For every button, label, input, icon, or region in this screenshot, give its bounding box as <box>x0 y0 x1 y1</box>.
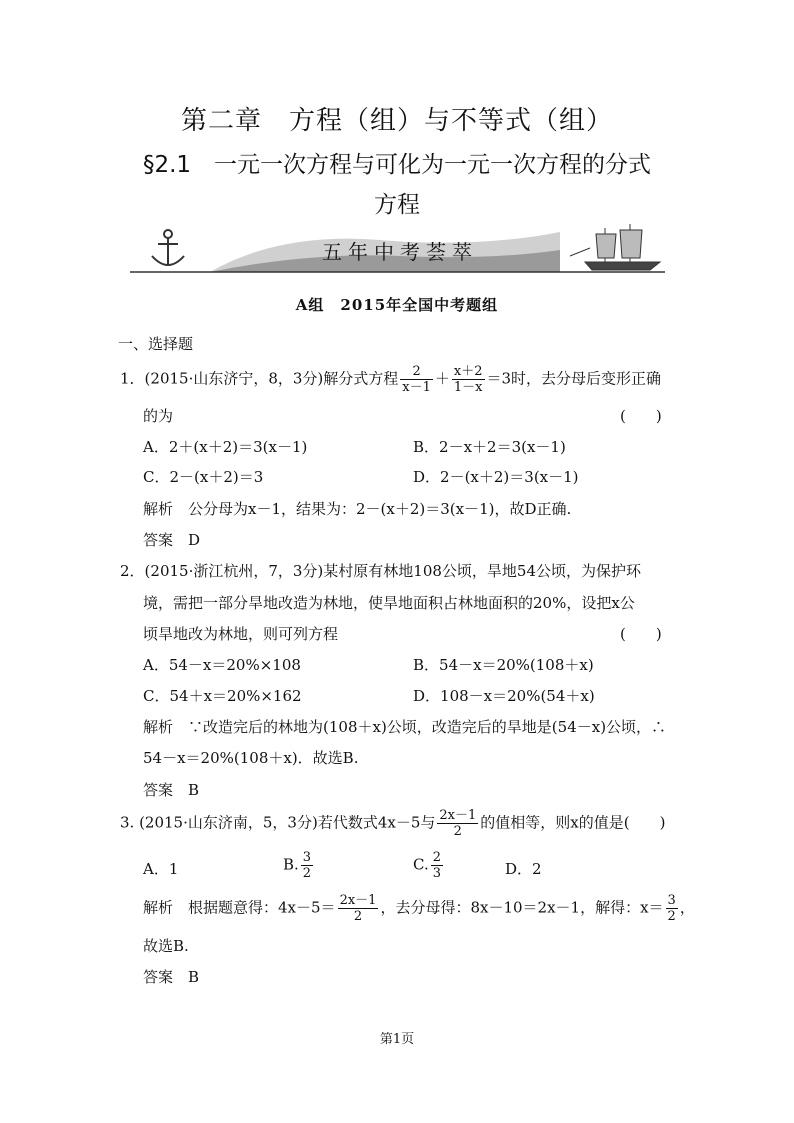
part-heading: 一、选择题 <box>118 335 194 353</box>
q2-option-c: C．54＋x＝20%×162 <box>143 687 302 705</box>
q2-option-d: D．108－x＝20%(54＋x) <box>413 687 595 705</box>
q2-answer: 答案 B <box>143 781 200 799</box>
page-number: 第1页 <box>379 1032 415 1047</box>
banner-title: 五年中考荟萃 <box>322 240 478 264</box>
q3-option-d: D．2 <box>505 860 542 878</box>
group-heading: A组 2015年全国中考题组 <box>295 296 499 314</box>
section-title: §2.1 一元一次方程与可化为一元一次方程的分式 <box>142 152 652 178</box>
q2-option-a: A．54－x＝20%×108 <box>143 656 301 674</box>
q3-analysis-continued: 故选B. <box>143 937 189 955</box>
q3-fraction: $\frac{2x-1}{2}$ <box>439 808 477 839</box>
q1-option-c: C．2－(x＋2)＝3 <box>143 468 264 486</box>
q3-option-c: C. $\frac{2}{3}$ <box>413 850 441 881</box>
q1-fraction-2: $\frac{x+2}{1-x}$ <box>453 364 483 395</box>
q1-stem-continued: 的为 <box>143 407 174 425</box>
q1-stem: 1．(2015·山东济宁，8，3分)解分式方程 $\frac{2}{x-1}$ ＋ $\frac{x+2}{1-x}$ ＝3时，去分母后变形正确 <box>120 364 662 395</box>
sailing-ship-icon <box>570 224 660 270</box>
q1-answer-bracket: ( ) <box>620 407 662 425</box>
q2-option-b: B．54－x＝20%(108＋x) <box>413 656 594 674</box>
q3-option-a: A．1 <box>143 860 179 878</box>
q1-answer: 答案 D <box>143 531 201 549</box>
q1-option-b: B．2－x＋2＝3(x－1) <box>413 438 566 456</box>
q1-fraction-1: $\frac{2}{x-1}$ <box>402 364 431 395</box>
q2-stem-continued-2: 顷旱地改为林地，则可列方程 <box>143 625 339 643</box>
q2-analysis: 解析 ∵改造完后的林地为(108＋x)公顷，改造完后的旱地是(54－x)公顷，∴ <box>143 718 667 736</box>
section-title-continued: 方程 <box>374 192 420 218</box>
q3-analysis: 解析 根据题意得：4x－5＝ $\frac{2x-1}{2}$ ，去分母得：8x－10＝2x－1，解得：x＝ $\frac{3}{2}$ ， <box>143 893 695 924</box>
q2-stem-continued: 境，需把一部分旱地改造为林地，使旱地面积占林地面积的20%，设把x公 <box>143 594 635 612</box>
q1-option-a: A．2＋(x＋2)＝3(x－1) <box>143 438 308 456</box>
q1-option-d: D．2－(x＋2)＝3(x－1) <box>413 468 579 486</box>
q2-answer-bracket: ( ) <box>620 625 662 643</box>
q2-analysis-continued: 54－x＝20%(108＋x)．故选B. <box>143 749 359 767</box>
q2-stem: 2．(2015·浙江杭州，7，3分)某村原有林地108公顷，旱地54公顷，为保护环 <box>120 562 641 580</box>
q3-option-b: B. $\frac{3}{2}$ <box>283 850 312 881</box>
q3-stem: 3. (2015·山东济南，5，3分)若代数式4x－5与 $\frac{2x-1}{2}$ 的值相等，则x的值是( ) <box>120 808 666 839</box>
q3-answer: 答案 B <box>143 968 200 986</box>
chapter-title: 第二章 方程（组）与不等式（组） <box>180 106 613 136</box>
q1-analysis: 解析 公分母为x－1，结果为：2－(x＋2)＝3(x－1)，故D正确. <box>143 500 572 518</box>
anchor-icon <box>152 230 184 266</box>
